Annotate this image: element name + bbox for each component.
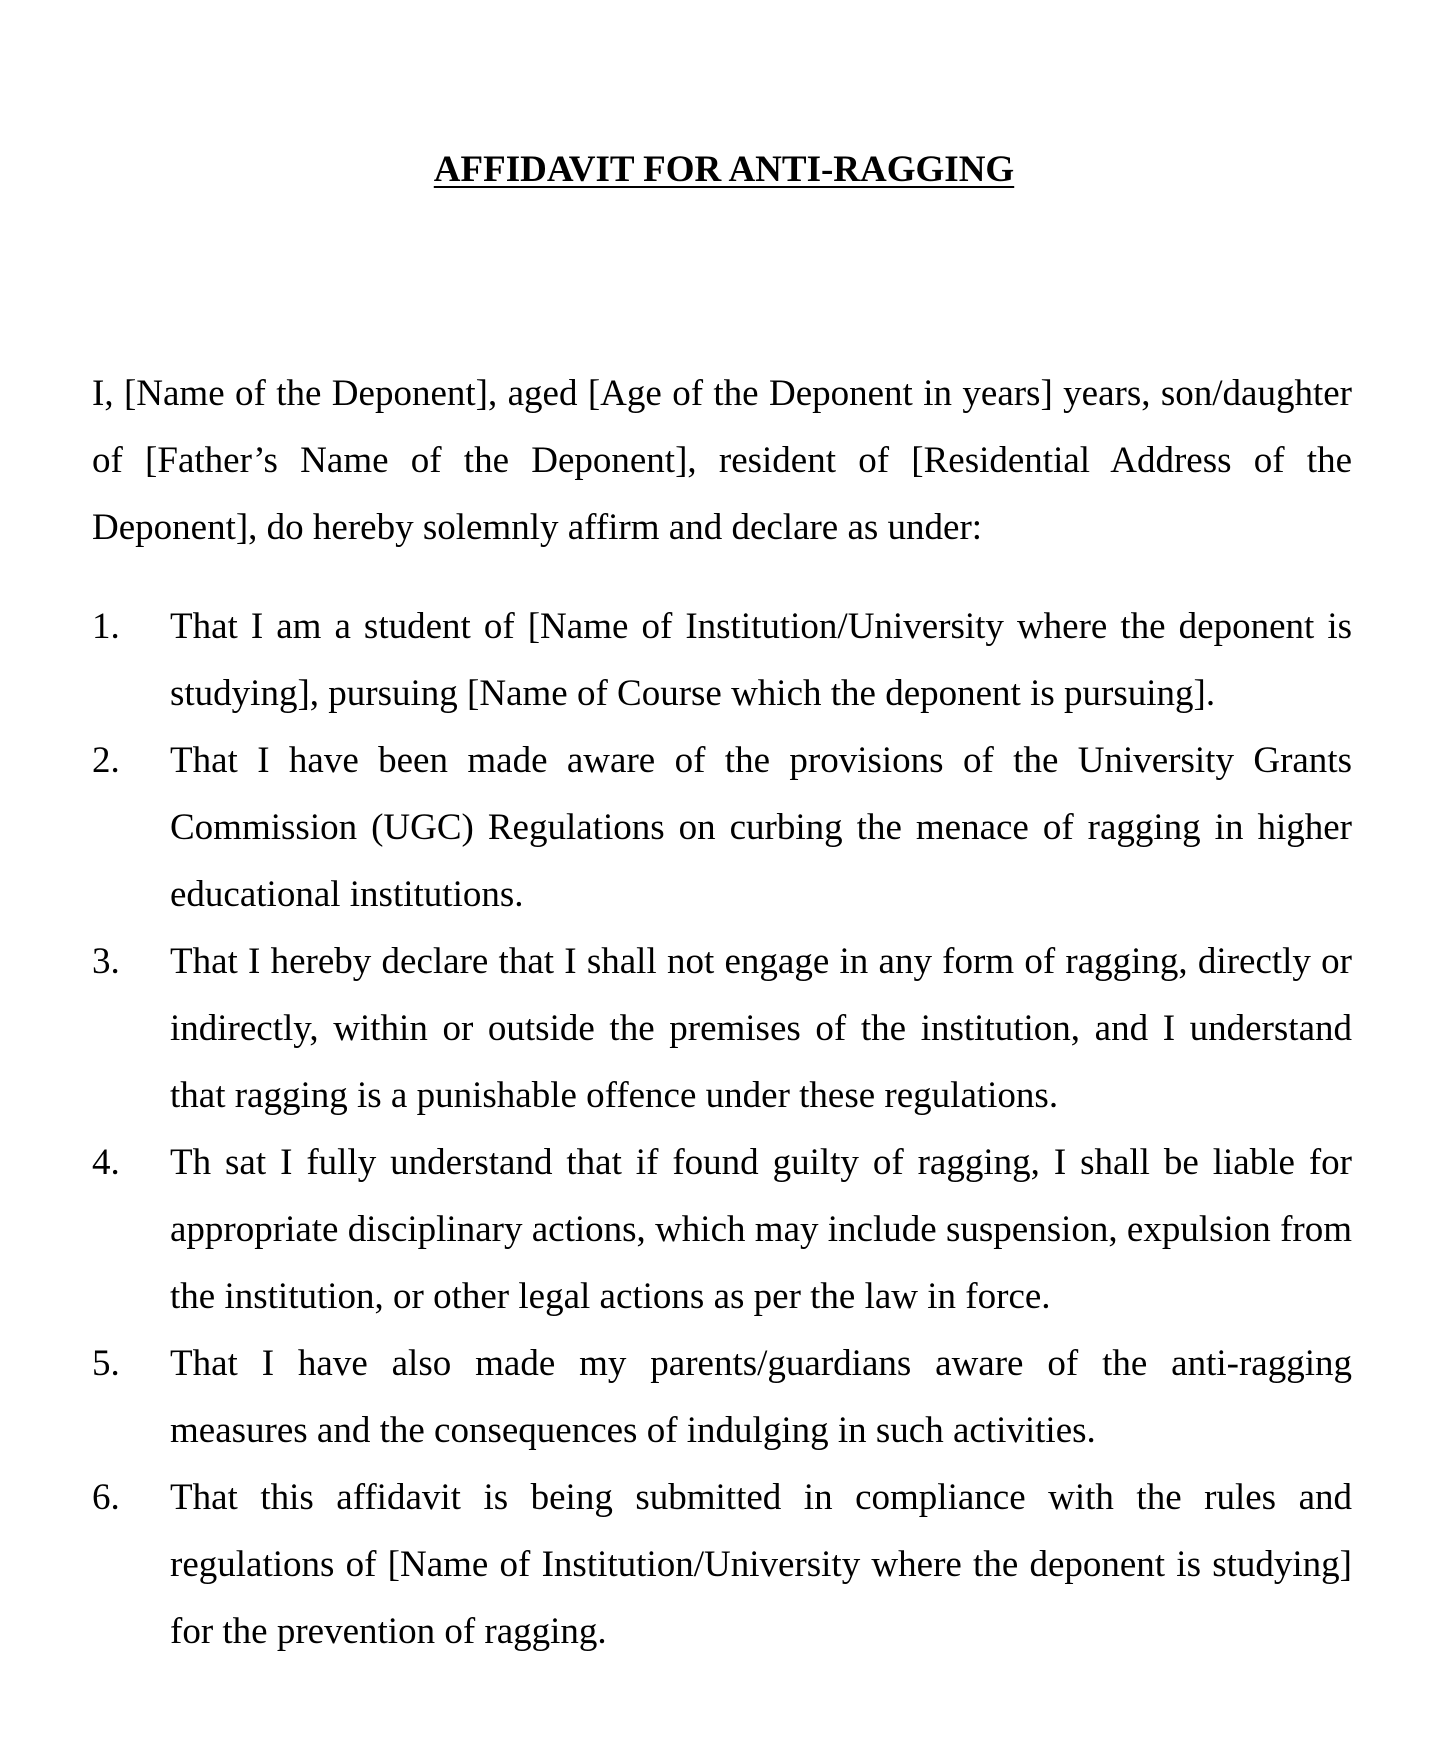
clause-item [92, 1330, 1352, 1464]
clause-number: 6. [92, 1477, 120, 1518]
clause-number: 4. [92, 1142, 120, 1183]
clause-text: That I am a student of [Name of Institution/University where the deponent is studying], pursuing [Name of Course which the deponent is pursuing]. [170, 606, 1352, 714]
clause-item [92, 1129, 1352, 1330]
clause-item [92, 1464, 1352, 1665]
clause-number: 1. [92, 606, 120, 647]
document-title [0, 148, 1448, 192]
clause-text: That I hereby declare that I shall not engage in any form of ragging, directly or indirectly, within or outside the premises of the institution, and I understand that ragging is a punishable offence under these regulations. [170, 941, 1352, 1116]
clause-number: 2. [92, 740, 120, 781]
clause-number: 3. [92, 941, 120, 982]
clause-text: That I have also made my parents/guardians aware of the anti-ragging measures and the consequences of indulging in such activities. [170, 1343, 1352, 1451]
document-title-text: AFFIDAVIT FOR ANTI-RAGGING [433, 149, 1015, 190]
clause-number: 5. [92, 1343, 120, 1384]
clause-text: That this affidavit is being submitted in compliance with the rules and regulations of [Name of Institution/University where the deponent is studying] for the prevention of ragging. [170, 1477, 1352, 1652]
clause-list [92, 593, 1352, 1665]
clause-item [92, 593, 1352, 727]
clause-item [92, 727, 1352, 928]
clause-item [92, 928, 1352, 1129]
clause-text: That I have been made aware of the provisions of the University Grants Commission (UGC) Regulations on curbing the menace of ragging in higher educational institutions. [170, 740, 1352, 915]
intro-paragraph: I, [Name of the Deponent], aged [Age of the Deponent in years] years, son/daughter of [Father’s Name of the Deponent], resident of [Residential Address of the Deponent], do hereby solemnly affirm and declare as under: [92, 373, 1352, 548]
clause-text: Th sat I fully understand that if found guilty of ragging, I shall be liable for appropriate disciplinary actions, which may include suspension, expulsion from the institution, or other legal actions as per the law in force. [170, 1142, 1352, 1317]
